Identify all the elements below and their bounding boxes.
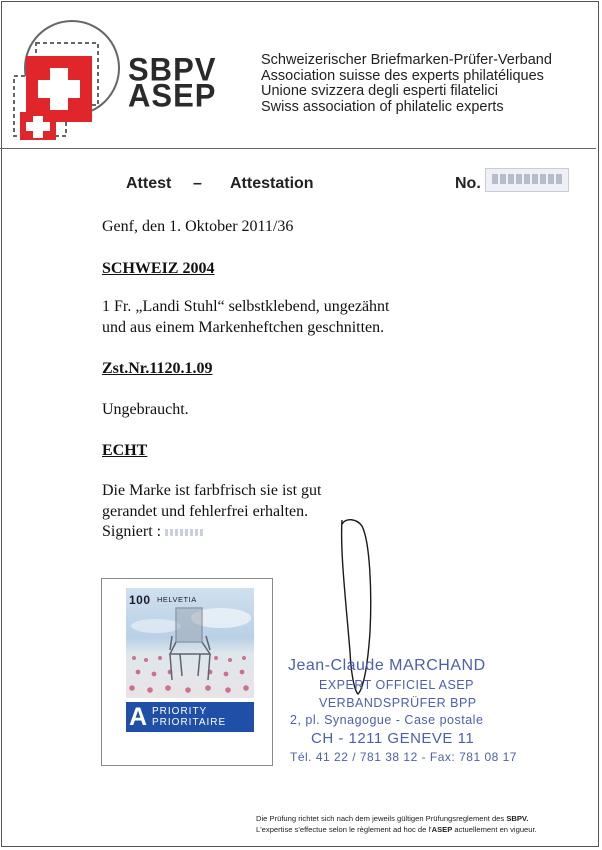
signed-row [102,521,205,542]
header-divider [0,148,596,149]
priority-line-1: PRIORITY [152,706,208,717]
catalogue-number: Zst.Nr.1120.1.09 [102,360,213,377]
priority-letter: A [129,703,148,731]
signature-mark-redacted [165,529,205,536]
signed-label: Signiert : [102,523,162,540]
description-line-1: 1 Fr. „Landi Stuhl“ selbstklebend, ungezähnt [102,298,390,315]
country-year: SCHWEIZ 2004 [102,260,215,277]
condition: Ungebraucht. [102,401,189,418]
verdict: ECHT [102,442,148,459]
association-name-fr: Association suisse des experts philatéliques [261,67,544,84]
footer-line-1-text: Die Prüfung richtet sich nach dem jeweils gültigen Prüfungsreglement des [256,814,507,823]
certificate-number-redacted [485,168,569,192]
association-names [261,53,552,115]
brand-asep: ASEP [128,77,217,114]
number-label: No. [455,175,481,192]
priority-line-2: PRIORITAIRE [152,717,227,728]
brand-sbpv: SBPV [128,51,217,88]
sbpv-logo [6,18,131,143]
footer-line-2-tail: actuellement en vigueur. [452,825,537,834]
title-dash: – [193,175,202,192]
examiner-title-2: VERBANDSPRÜFER BPP [319,696,477,710]
footer-line-2-bold: ASEP [431,825,453,834]
examiner-name: Jean-Claude MARCHAND [288,657,486,674]
examiner-phone: Tél. 41 22 / 781 38 12 - Fax: 781 08 17 [290,750,517,764]
stamp-picture [126,588,254,698]
stamp-denomination: 100 [129,593,151,607]
remark-line-1: Die Marke ist farbfrisch sie ist gut [102,482,322,499]
priority-text [152,706,226,728]
footer-line-2-text: L'expertise s'effectue selon le règlement ad hoc de l' [256,825,432,834]
footer-note [256,813,537,835]
association-name-en: Swiss association of philatelic experts [261,98,504,115]
footer-line-2 [256,824,537,835]
place-date: Genf, den 1. Oktober 2011/36 [102,218,294,235]
description-line-2: und aus einem Markenheftchen geschnitten. [102,319,385,336]
footer-line-1-bold: SBPV. [506,814,529,823]
footer-line-1 [256,813,537,824]
attest-label: Attest [126,175,172,192]
brand-name [128,51,217,114]
stamp-country: HELVETIA [157,595,197,604]
remark-line-2: gerandet und fehlerfrei erhalten. [102,503,309,520]
examiner-title-1: EXPERT OFFICIEL ASEP [319,678,474,692]
examiner-city: CH - 1211 GENEVE 11 [311,730,475,747]
stamp-image [126,588,254,736]
association-name-de: Schweizerischer Briefmarken-Prüfer-Verband [261,52,552,68]
priority-bar [126,702,254,732]
examiner-address: 2, pl. Synagogue - Case postale [290,713,484,727]
association-name-it: Unione svizzera degli esperti filatelici [261,83,498,99]
attestation-label: Attestation [230,175,314,192]
